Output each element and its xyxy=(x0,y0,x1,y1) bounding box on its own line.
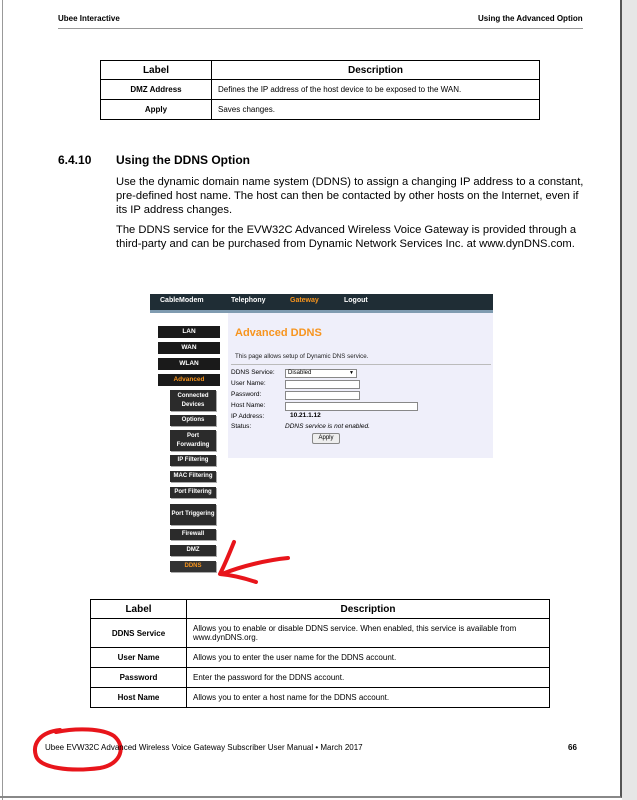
subitem-port-triggering[interactable]: Port Triggering xyxy=(170,504,216,525)
nav-logout[interactable]: Logout xyxy=(344,297,368,304)
header-rule xyxy=(58,28,583,29)
subitem-options[interactable]: Options xyxy=(170,415,216,426)
host-name-label: Host Name: xyxy=(231,402,266,409)
table-cell-label: User Name xyxy=(91,648,187,668)
table-row xyxy=(91,688,550,708)
table-row xyxy=(91,619,550,648)
paragraph-ddns-intro: Use the dynamic domain name system (DDNS) to assign a changing IP address to a constant, pre-defined host name. The host can then be contacted by other hosts on the Internet, even if its IP address changes. xyxy=(116,176,584,216)
table-row xyxy=(101,100,540,120)
subitem-connected-devices[interactable]: Connected Devices xyxy=(170,390,216,411)
user-name-label: User Name: xyxy=(231,380,266,387)
nav-telephony[interactable]: Telephony xyxy=(231,297,266,304)
ip-address-label: IP Address: xyxy=(231,413,265,420)
ddns-service-label: DDNS Service: xyxy=(231,369,275,376)
page-title: Advanced DDNS xyxy=(235,327,322,339)
table-row xyxy=(91,668,550,688)
footer-page-number: 66 xyxy=(568,743,577,752)
divider xyxy=(231,364,491,365)
subitem-port-forwarding[interactable]: Port Forwarding xyxy=(170,430,216,451)
table-cell-description: Allows you to enter a host name for the DDNS account. xyxy=(187,688,550,708)
ddns-screenshot xyxy=(150,294,493,584)
table-cell-label: Apply xyxy=(101,100,212,120)
table-header-description: Description xyxy=(212,61,540,80)
header-company: Ubee Interactive xyxy=(58,14,120,23)
sidebar-item-lan[interactable]: LAN xyxy=(158,326,220,338)
sidebar-item-wlan[interactable]: WLAN xyxy=(158,358,220,370)
status-label: Status: xyxy=(231,423,252,430)
viewer-background xyxy=(622,0,637,800)
footer-manual-title: Ubee EVW32C Advanced Wireless Voice Gateway Subscriber User Manual • March 2017 xyxy=(45,743,363,752)
table-header-label: Label xyxy=(101,61,212,80)
ip-address-value: 10.21.1.12 xyxy=(290,412,321,419)
sidebar-item-wan[interactable]: WAN xyxy=(158,342,220,354)
ddns-content-panel xyxy=(228,313,493,458)
table-cell-label: DDNS Service xyxy=(91,619,187,648)
page-description: This page allows setup of Dynamic DNS service. xyxy=(235,353,369,360)
table-cell-label: Password xyxy=(91,668,187,688)
table-cell-description: Enter the password for the DDNS account. xyxy=(187,668,550,688)
subitem-ip-filtering[interactable]: IP Filtering xyxy=(170,455,216,466)
ddns-service-select[interactable] xyxy=(285,369,357,378)
subitem-dmz[interactable]: DMZ xyxy=(170,545,216,556)
section-title: Using the DDNS Option xyxy=(116,153,250,167)
password-input[interactable] xyxy=(285,391,360,400)
table-row xyxy=(91,648,550,668)
table-row xyxy=(101,80,540,100)
subitem-firewall[interactable]: Firewall xyxy=(170,529,216,540)
section-number: 6.4.10 xyxy=(58,153,92,167)
table-cell-description: Allows you to enable or disable DDNS service. When enabled, this service is available from www.dynDNS.org. xyxy=(187,619,550,648)
table-cell-description: Defines the IP address of the host device to be exposed to the WAN. xyxy=(212,80,540,100)
host-name-input[interactable] xyxy=(285,402,418,411)
user-name-input[interactable] xyxy=(285,380,360,389)
header-chapter: Using the Advanced Option xyxy=(478,14,583,23)
table-cell-label: Host Name xyxy=(91,688,187,708)
subitem-port-filtering[interactable]: Port Filtering xyxy=(170,487,216,498)
paragraph-ddns-provider: The DDNS service for the EVW32C Advanced Wireless Voice Gateway is provided through a third-party and can be purchased from Dynamic Network Services Inc. at www.dynDNS.com. xyxy=(116,224,577,250)
dmz-label-table xyxy=(100,60,540,120)
ddns-service-value: Disabled xyxy=(288,370,312,376)
table-header-label: Label xyxy=(91,600,187,619)
top-navigation xyxy=(150,294,493,310)
apply-button[interactable]: Apply xyxy=(312,433,340,444)
table-header-description: Description xyxy=(187,600,550,619)
red-arrow-annotation xyxy=(212,538,292,584)
ddns-label-table xyxy=(90,599,550,708)
table-cell-label: DMZ Address xyxy=(101,80,212,100)
subitem-ddns[interactable]: DDNS xyxy=(170,561,216,572)
table-cell-description: Allows you to enter the user name for the DDNS account. xyxy=(187,648,550,668)
password-label: Password: xyxy=(231,391,262,398)
sidebar-item-advanced[interactable]: Advanced xyxy=(158,374,220,386)
nav-gateway[interactable]: Gateway xyxy=(290,297,319,304)
status-value: DDNS service is not enabled. xyxy=(285,423,370,430)
table-cell-description: Saves changes. xyxy=(212,100,540,120)
subitem-mac-filtering[interactable]: MAC Filtering xyxy=(170,471,216,482)
dropdown-arrow-icon: ▼ xyxy=(349,370,354,376)
nav-cablemodem[interactable]: CableModem xyxy=(160,297,204,304)
